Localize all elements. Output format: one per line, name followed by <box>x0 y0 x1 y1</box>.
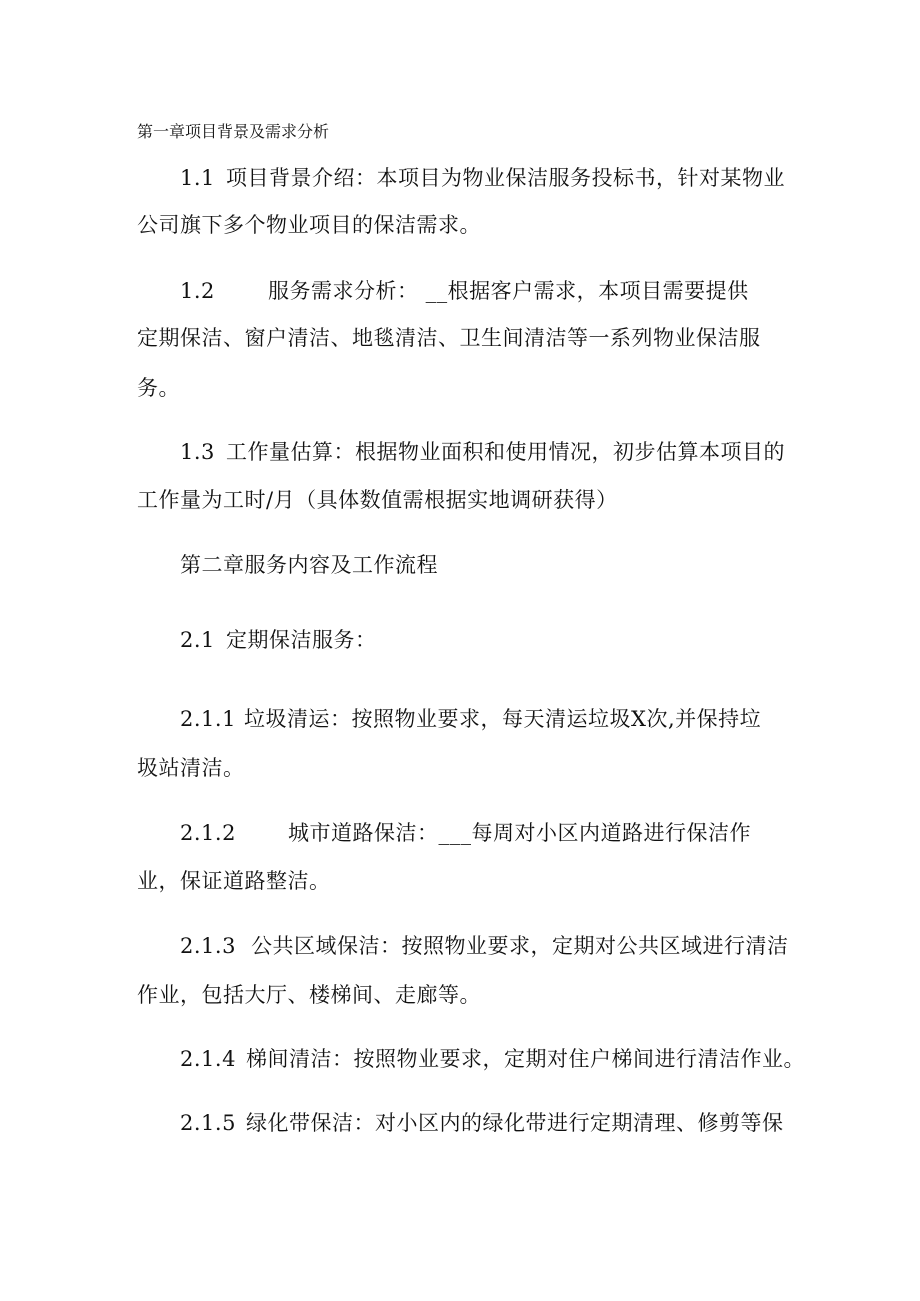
section-number: 2.1.3 <box>180 934 236 958</box>
section-2-1-1-line-1 <box>180 706 761 732</box>
section-2-1-2-line-1 <box>180 820 751 846</box>
section-1-2-line-3: 务。 <box>137 376 180 400</box>
section-2-1-line-1 <box>180 627 377 653</box>
section-2-1-2-line-2: 业，保证道路整洁。 <box>137 869 331 893</box>
section-text: 公共区域保洁：按照物业要求，定期对公共区域进行清洁 <box>251 934 789 958</box>
section-text: 项目背景介绍：本项目为物业保洁服务投标书，针对某物业 <box>226 166 785 190</box>
section-number: 1.3 <box>180 440 215 464</box>
section-number: 1.1 <box>180 166 215 190</box>
section-1-2-line-2: 定期保洁、窗户清洁、地毯清洁、卫生间清洁等一系列物业保洁服 <box>137 326 761 350</box>
section-2-1-4-line-1 <box>180 1046 805 1072</box>
section-1-1-line-2: 公司旗下多个物业项目的保洁需求。 <box>137 213 481 237</box>
section-1-3-line-1 <box>180 439 785 465</box>
section-2-1-5-line-1 <box>180 1110 784 1136</box>
section-text: 梯间清洁：按照物业要求，定期对住户梯间进行清洁作业。 <box>246 1047 805 1071</box>
section-1-2-line-1 <box>180 278 749 304</box>
chapter-2-title: 第二章服务内容及工作流程 <box>180 553 438 577</box>
section-number: 2.1.4 <box>180 1047 236 1071</box>
section-number: 1.2 <box>180 279 215 303</box>
section-2-1-3-line-1 <box>180 933 789 959</box>
section-text: 垃圾清运：按照物业要求，每天清运垃圾X次,并保持垃 <box>244 707 762 731</box>
section-2-1-1-line-2: 圾站清洁。 <box>137 756 245 780</box>
chapter-1-title: 第一章项目背景及需求分析 <box>137 122 330 141</box>
section-1-3-line-2: 工作量为工时/月（具体数值需根据实地调研获得） <box>137 488 618 512</box>
section-text: 服务需求分析： __根据客户需求，本项目需要提供 <box>268 279 749 303</box>
section-text: 绿化带保洁：对小区内的绿化带进行定期清理、修剪等保 <box>246 1111 784 1135</box>
section-1-1-line-1 <box>180 165 785 191</box>
section-number: 2.1 <box>180 628 215 652</box>
section-text: 定期保洁服务： <box>226 628 377 652</box>
section-text: 城市道路保洁：___每周对小区内道路进行保洁作 <box>288 821 751 845</box>
section-text: 工作量估算：根据物业面积和使用情况，初步估算本项目的 <box>226 440 785 464</box>
section-number: 2.1.5 <box>180 1111 236 1135</box>
section-number: 2.1.1 <box>180 707 236 731</box>
section-2-1-3-line-2: 作业，包括大厅、楼梯间、走廊等。 <box>137 983 481 1007</box>
section-number: 2.1.2 <box>180 821 236 845</box>
